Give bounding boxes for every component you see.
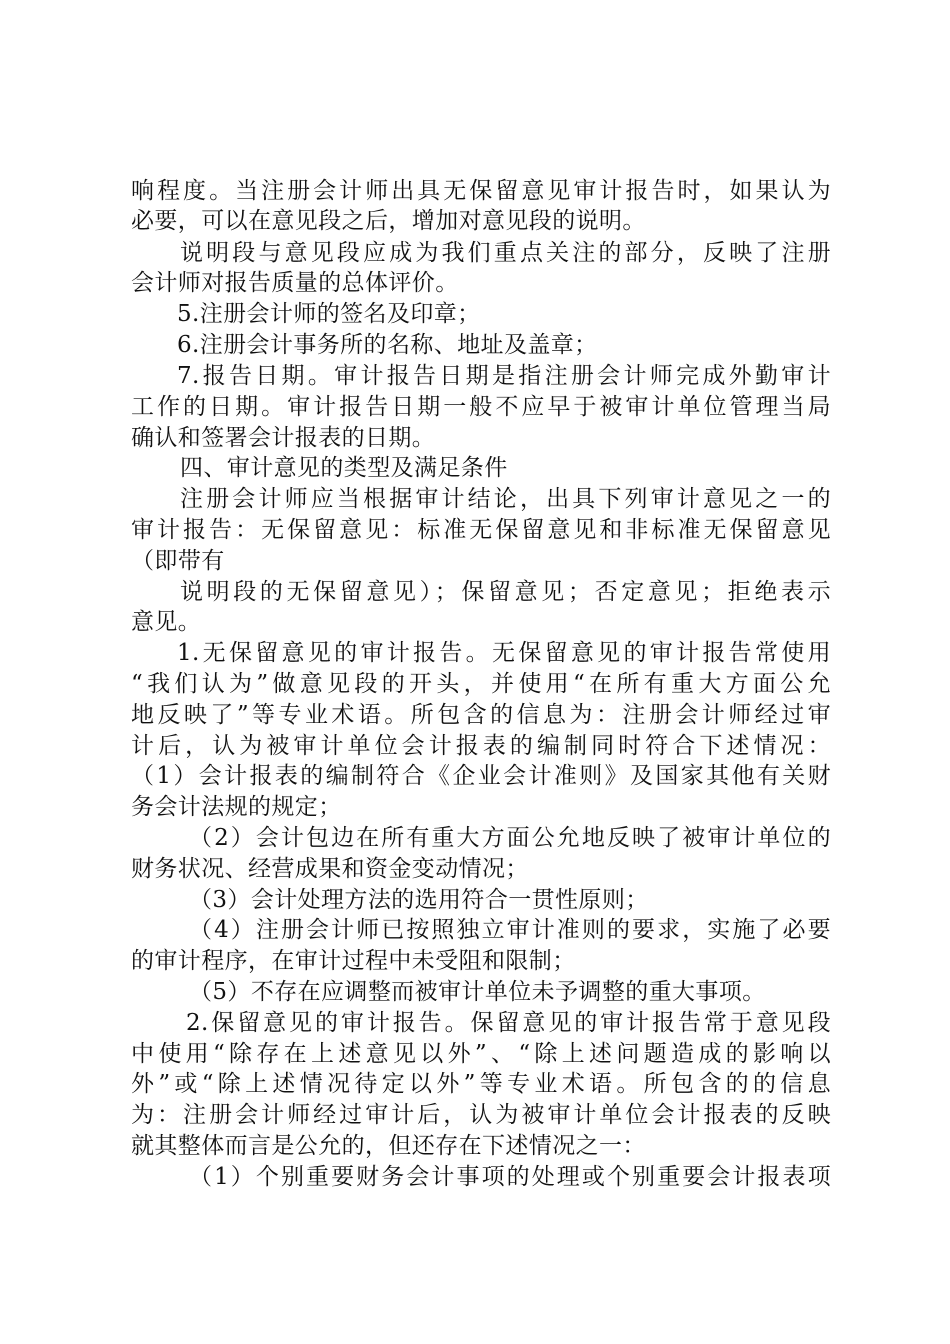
text-line: 的审计程序，在审计过程中未受阻和限制； (131, 948, 576, 974)
text-line: （1）个别重要财务会计事项的处理或个别重要会计报表项 (189, 1164, 831, 1190)
text-line: 就其整体而言是公允的，但还存在下述情况之一： (131, 1133, 646, 1159)
text-line: （即带有 (131, 548, 225, 574)
text-line: 5.注册会计师的签名及印章； (177, 301, 481, 327)
text-line: 审计报告：无保留意见：标准无保留意见和非标准无保留意见 (131, 517, 831, 543)
text-line: 中使用“除存在上述意见以外”、“除上述问题造成的影响以 (131, 1041, 831, 1067)
text-line: （5）不存在应调整而被审计单位未予调整的重大事项。 (189, 979, 766, 1005)
text-line: 6.注册会计事务所的名称、地址及盖章； (177, 332, 598, 358)
text-line: 2.保留意见的审计报告。保留意见的审计报告常于意见段 (186, 1010, 831, 1036)
text-line: 1.无保留意见的审计报告。无保留意见的审计报告常使用 (177, 640, 831, 666)
text-line: 7.报告日期。审计报告日期是指注册会计师完成外勤审计 (177, 363, 831, 389)
text-line: 外”或“除上述情况待定以外”等专业术语。所包含的的信息 (131, 1071, 831, 1097)
text-line: “我们认为”做意见段的开头，并使用“在所有重大方面公允 (131, 671, 831, 697)
text-line: 意见。 (131, 609, 202, 635)
text-line: 财务状况、经营成果和资金变动情况； (131, 856, 529, 882)
text-line: 注册会计师应当根据审计结论，出具下列审计意见之一的 (180, 486, 831, 512)
text-line: （2）会计包边在所有重大方面公允地反映了被审计单位的 (189, 825, 831, 851)
text-line: 地反映了”等专业术语。所包含的信息为：注册会计师经过审 (131, 702, 831, 728)
text-line: 必要，可以在意见段之后，增加对意见段的说明。 (131, 208, 646, 234)
text-line: 计后，认为被审计单位会计报表的编制同时符合下述情况： (131, 733, 831, 759)
text-line: 说明段的无保留意见）；保留意见；否定意见；拒绝表示 (180, 579, 831, 605)
text-line: 工作的日期。审计报告日期一般不应早于被审计单位管理当局 (131, 394, 831, 420)
text-line: 务会计法规的规定； (131, 794, 342, 820)
text-line: 确认和签署会计报表的日期。 (131, 425, 436, 451)
text-line: 响程度。当注册会计师出具无保留意见审计报告时，如果认为 (131, 178, 831, 204)
text-line: （4）注册会计师已按照独立审计准则的要求，实施了必要 (189, 917, 831, 943)
section-heading: 四、审计意见的类型及满足条件 (180, 455, 508, 481)
text-line: （1）会计报表的编制符合《企业会计准则》及国家其他有关财 (131, 763, 831, 789)
text-line: 为：注册会计师经过审计后，认为被审计单位会计报表的反映 (131, 1102, 831, 1128)
text-line: （3）会计处理方法的选用符合一贯性原则； (189, 887, 649, 913)
text-line: 会计师对报告质量的总体评价。 (131, 270, 459, 296)
text-line: 说明段与意见段应成为我们重点关注的部分，反映了注册 (180, 240, 831, 266)
